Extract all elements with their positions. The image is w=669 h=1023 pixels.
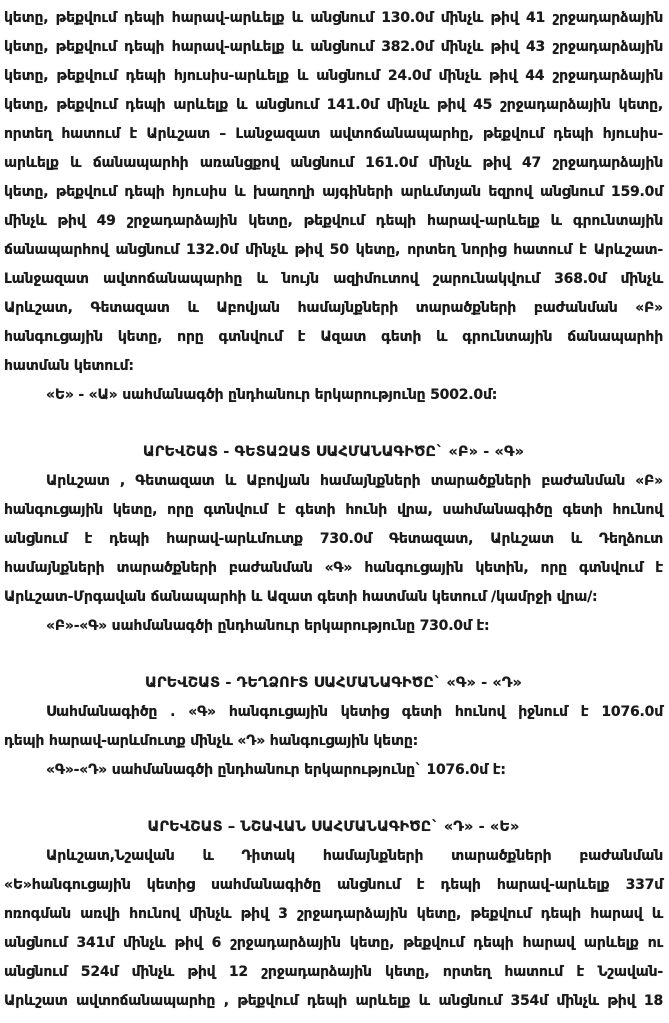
body-text-line: Արևշատ, Գետազատ և Աբովյան համայնքների տարածքների բաժանման «Բ» xyxy=(4,300,663,316)
body-text-line: անցնում 524մ մինչև թիվ 12 շրջադարձային կետը, որտեղ հատում է Նշավան- xyxy=(4,964,663,980)
section-heading: ԱՐԵՎՇԱՏ – ՆՇԱՎԱՆ ՍԱՀՄԱՆԱԳԻԾԸ` «Դ» - «Ե» xyxy=(147,819,520,835)
body-text-line: արևելք և ճանապարհի առանցքով անցնում 161.0մ մինչև թիվ 47 շրջադարձային xyxy=(4,155,663,171)
section-heading: ԱՐԵՎՇԱՏ - ԴԵՂՁՈՒՏ ՍԱՀՄԱՆԱԳԻԾԸ` «Գ» - «Դ» xyxy=(145,675,522,691)
body-text-line: հատման կետում: xyxy=(4,358,134,374)
section-heading: ԱՐԵՎՇԱՏ - ԳԵՏԱԶԱՏ ՍԱՀՄԱՆԱԳԻԾԸ` «Բ» - «Գ» xyxy=(142,444,525,460)
body-text-line: մինչև թիվ 49 շրջադարձային կետը, թեքվում դեպի հարավ-արևելք և գրունտային xyxy=(4,213,663,229)
body-text-line: հանգուցային կետը, որը գտնվում է գետի հունի վրա, սահմանագիծը գետի հունով xyxy=(4,502,663,518)
body-text-line: անցնում 341մ մինչև թիվ 6 շրջադարձային կետը, թեքվում դեպի հարավ արևելք ու xyxy=(4,935,663,951)
body-text-line: Արևշատ ավտոճանապարհը , թեքվում դեպի արևելք և անցնում 354մ մինչև թիվ 18 xyxy=(4,993,663,1009)
body-text-line: կետը, թեքվում դեպի հարավ-արևելք և անցնում 382.0մ մինչև թիվ 43 շրջադարձային xyxy=(4,39,663,55)
body-text-line: Արևշատ-Մրգավան ճանապարհի և Ազատ գետի հատման կետում /կամրջի վրա/: xyxy=(4,589,598,605)
body-text-line: որտեղ հատում է Արևշատ – Լանջազատ ավտոճանապարհը, թեքվում դեպի հյուսիս- xyxy=(4,126,663,142)
body-text-line: «Բ»-«Գ» սահմանագծի ընդհանուր երկարությունը 730.0մ է: xyxy=(46,618,490,634)
body-text-line: Արևշատ , Գետազատ և Աբովյան համայնքների տարածքների բաժանման «Բ» xyxy=(46,473,663,489)
body-text-line: Սահմանագիծը . «Գ» հանգուցային կետից գետի հունով իջնում է 1076.0մ xyxy=(46,704,663,720)
body-text-line: կետը, թեքվում դեպի արևելք և անցնում 141.0մ մինչև թիվ 45 շրջադարձային կետը, xyxy=(4,97,663,113)
body-text-line: ոռոգման առվի հունով մինչև թիվ 3 շրջադարձային կետը, թեքվում դեպի հարավ և xyxy=(4,906,663,922)
body-text-line: անցնում է դեպի հարավ-արևմուտք 730.0մ Գետազատ, Արևշատ և Դեղձուտ xyxy=(4,531,663,547)
body-text-line: համայնքների տարածքների բաժանման «Գ» հանգուցային կետին, որը գտնվում է xyxy=(4,560,663,576)
body-text-line: կետը, թեքվում դեպի հյուսիս և խաղողի այգիների արևմտյան եզրով անցնում 159.0մ xyxy=(4,184,663,200)
body-text-line: դեպի հարավ-արևմուտք մինչև «Դ» հանգուցային կետը: xyxy=(4,733,419,749)
body-text-line: կետը, թեքվում դեպի հարավ-արևելք և անցնում 130.0մ մինչև թիվ 41 շրջադարձային xyxy=(4,10,663,26)
body-text-line: կետը, թեքվում դեպի հյուսիս-արևելք և անցնում 24.0մ մինչև թիվ 44 շրջադարձային xyxy=(4,68,663,84)
body-text-line: հանգուցային կետը, որը գտնվում է Ազատ գետի և գրունտային ճանապարհի xyxy=(4,329,663,345)
body-text-line: ճանապարհով անցնում 132.0մ մինչև թիվ 50 կետը, որտեղ նորից հատում է Արևշատ- xyxy=(4,242,663,258)
body-text-line: «Ե»հանգուցային կետից սահմանագիծը անցնում է դեպի հարավ-արևելք 337մ xyxy=(4,877,663,893)
body-text-line: Արևշատ,Նշավան և Դիտակ համայնքների տարածքների բաժանման xyxy=(46,848,663,864)
body-text-line: «Ե» - «Ա» սահմանագծի ընդհանուր երկարությունը 5002.0մ: xyxy=(46,387,498,403)
document-body xyxy=(4,4,663,1016)
body-text-line: «Գ»-«Դ» սահմանագծի ընդհանուր երկարությունը` 1076.0մ է: xyxy=(46,762,506,778)
body-text-line: Լանջազատ ավտոճանապարհը և նույն ազիմուտով շարունակվում 368.0մ մինչև xyxy=(4,271,663,287)
